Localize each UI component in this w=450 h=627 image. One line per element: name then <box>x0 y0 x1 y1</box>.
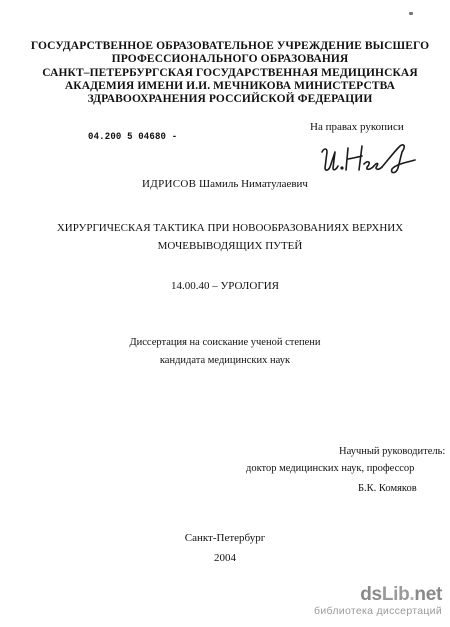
header-line: АКАДЕМИЯ ИМЕНИ И.И. МЕЧНИКОВА МИНИСТЕРСТВА <box>64 79 396 92</box>
watermark-logo-lib: Lib <box>381 584 410 605</box>
header-line: ЗДРАВООХРАНЕНИЯ РОССИЙСКОЙ ФЕДЕРАЦИИ <box>87 93 373 106</box>
handwritten-signature <box>318 138 418 183</box>
watermark-logo-dot: . <box>409 584 415 605</box>
header-line: ПРОФЕССИОНАЛЬНОГО ОБРАЗОВАНИЯ <box>111 53 349 66</box>
institution-header <box>30 40 430 106</box>
thesis-title-line: МОЧЕВЫВОДЯЩИХ ПУТЕЙ <box>157 240 303 252</box>
degree-line: Диссертация на соискание ученой степени <box>129 337 321 348</box>
watermark-subtitle: библиотека диссертаций <box>314 605 442 617</box>
degree-statement <box>0 334 450 370</box>
specialty-code: 14.00.40 – УРОЛОГИЯ <box>171 280 279 292</box>
header-line: ГОСУДАРСТВЕННОЕ ОБРАЗОВАТЕЛЬНОЕ УЧРЕЖДЕНИЕ ВЫСШЕГО <box>30 40 430 52</box>
dslib-watermark <box>314 585 442 617</box>
degree-line: кандидата медицинских наук <box>159 355 291 366</box>
thesis-title-line: ХИРУРГИЧЕСКАЯ ТАКТИКА ПРИ НОВООБРАЗОВАНИЯХ ВЕРХНИХ <box>56 222 404 234</box>
scan-speck <box>409 12 413 15</box>
archive-number-stamp: 04.200 5 04680 - <box>88 132 178 143</box>
author-surname: ИДРИСОВ <box>142 178 197 190</box>
city: Санкт-Петербург <box>184 532 266 544</box>
watermark-logo <box>314 585 442 605</box>
author-given-names: Шамиль Ниматулаевич <box>199 178 308 190</box>
author-name <box>0 178 450 190</box>
year: 2004 <box>214 552 236 564</box>
advisor-name: Б.К. Комяков <box>358 483 417 494</box>
header-line: САНКТ–ПЕТЕРБУРГСКАЯ ГОСУДАРСТВЕННАЯ МЕДИЦИНСКАЯ <box>42 66 418 79</box>
advisor-caption: Научный руководитель: <box>339 446 446 457</box>
watermark-logo-net: net <box>414 584 442 605</box>
thesis-title <box>30 219 430 255</box>
manuscript-rights-note: На правах рукописи <box>310 121 404 133</box>
advisor-title: доктор медицинских наук, профессор <box>246 463 415 474</box>
watermark-logo-ds: ds <box>360 584 382 605</box>
